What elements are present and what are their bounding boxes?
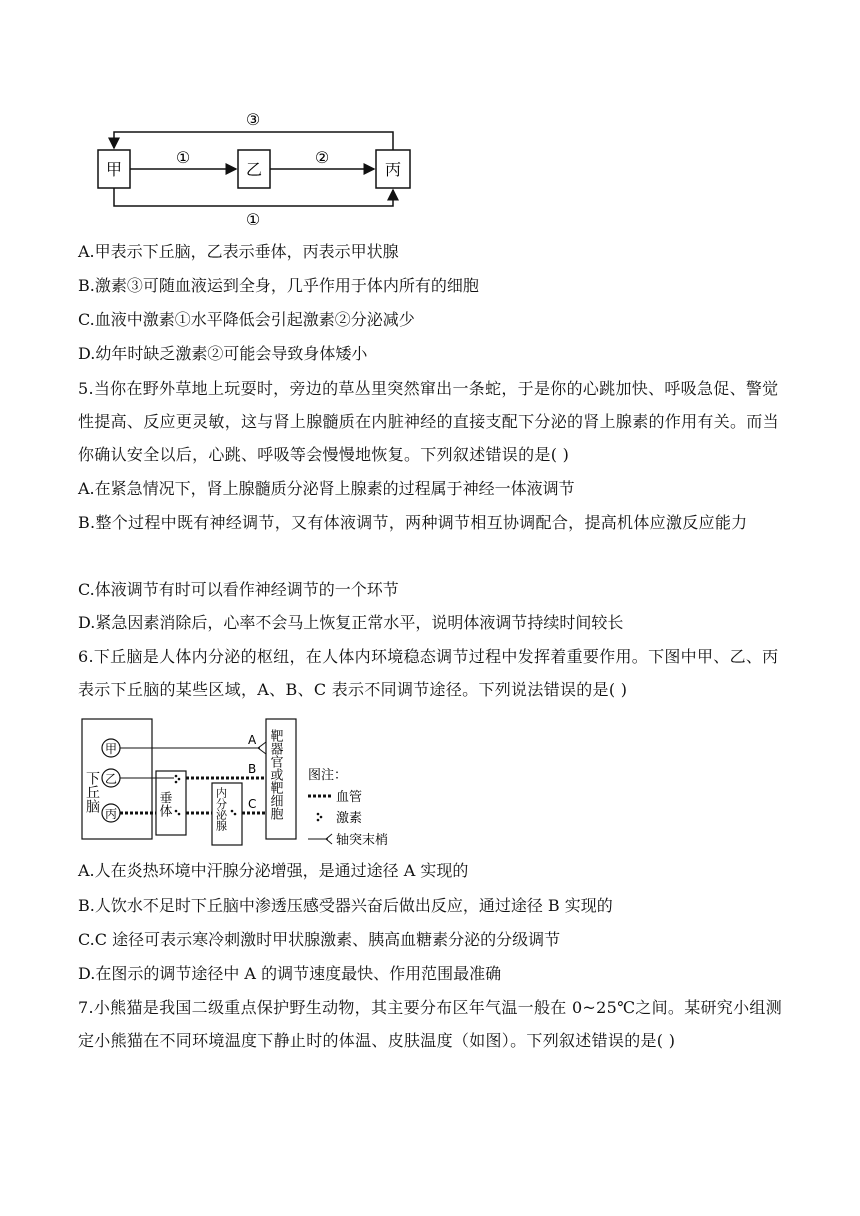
- hypothalamus-diagram: [80, 715, 420, 850]
- q6-option-a: A.人在炎热环境中汗腺分泌增强，是通过途径 A 实现的: [78, 861, 469, 880]
- legend-axon-icon: [308, 834, 332, 844]
- q5-option-d: D.紧急因素消除后，心率不会马上恢复正常水平，说明体液调节持续时间较长: [78, 613, 624, 632]
- hormone-flow-diagram: [90, 105, 420, 225]
- region-yi-label: 乙: [104, 772, 118, 786]
- pituitary-label: 垂体: [156, 791, 172, 817]
- route-b-label: B: [248, 762, 257, 776]
- q5-option-a: A.在紧急情况下，肾上腺髓质分泌肾上腺素的过程属于神经一体液调节: [78, 479, 575, 498]
- legend-hormone-label: 激素: [336, 811, 363, 826]
- q5-stem: 5.当你在野外草地上玩耍时，旁边的草丛里突然窜出一条蛇，于是你的心跳加快、呼吸急促、警觉性提高、反应更灵敏，这与肾上腺髓质在内脏神经的直接支配下分泌的肾上腺素的作用有关。而当你确认安全以后，心跳、呼吸等会慢慢地恢复。下列叙述错误的是( ): [78, 379, 779, 464]
- route-c-label: C: [248, 797, 257, 811]
- endocrine-gland-label: 内分泌腺: [214, 787, 228, 831]
- legend-hormone-icon: [317, 813, 323, 822]
- legend-vessel-label: 血管: [336, 790, 363, 805]
- q6-option-b: B.人饮水不足时下丘脑中渗透压感受器兴奋后做出反应，通过途径 B 实现的: [78, 896, 613, 915]
- q6-option-c: C.C 途径可表示寒冷刺激时甲状腺激素、胰高血糖素分泌的分级调节: [78, 930, 561, 949]
- q4-option-c: C.血液中激素①水平降低会引起激素②分泌减少: [78, 310, 415, 329]
- region-bing-label: 丙: [104, 807, 118, 821]
- hypothalamus-label: 下丘脑: [84, 771, 100, 813]
- legend-axon-label: 轴突末梢: [336, 833, 389, 848]
- arrow-label-1: ①: [175, 148, 191, 167]
- legend-title: 图注：: [308, 768, 348, 783]
- arrow-feedback-top: [114, 132, 393, 150]
- q4-option-d: D.幼年时缺乏激素②可能会导致身体矮小: [78, 344, 368, 363]
- route-a-label: A: [248, 733, 257, 747]
- box-yi-label: 乙: [245, 160, 263, 179]
- q7-stem: 7.小熊猫是我国二级重点保护野生动物，其主要分布区年气温一般在 0~25℃之间。某研究小组测定小熊猫在不同环境温度下静止时的体温、皮肤温度（如图）。下列叙述错误的是( ): [78, 998, 782, 1050]
- q5-option-c: C.体液调节有时可以看作神经调节的一个环节: [78, 580, 399, 599]
- arrow-label-2: ②: [314, 148, 330, 167]
- box-bing-label: 丙: [384, 160, 402, 179]
- arrow-label-3: ③: [245, 110, 261, 129]
- q6-stem: 6.下丘脑是人体内分泌的枢纽，在人体内环境稳态调节过程中发挥着重要作用。下图中甲、乙、丙表示下丘脑的某些区域，A、B、C 表示不同调节途径。下列说法错误的是( ): [78, 647, 779, 699]
- q4-option-a: A.甲表示下丘脑，乙表示垂体，丙表示甲状腺: [78, 242, 399, 261]
- q6-option-d: D.在图示的调节途径中 A 的调节速度最快、作用范围最准确: [78, 964, 502, 983]
- box-jia-label: 甲: [105, 160, 123, 179]
- q4-option-b: B.激素③可随血液运到全身，几乎作用于体内所有的细胞: [78, 276, 479, 295]
- arrow-bottom: [114, 188, 393, 206]
- region-jia-label: 甲: [104, 742, 118, 756]
- target-label: 靶器官或靶细胞: [267, 729, 283, 820]
- q5-option-b: B.整个过程中既有神经调节，又有体液调节，两种调节相互协调配合，提高机体应激反应能力: [78, 513, 748, 532]
- arrow-label-bottom: ①: [245, 210, 261, 225]
